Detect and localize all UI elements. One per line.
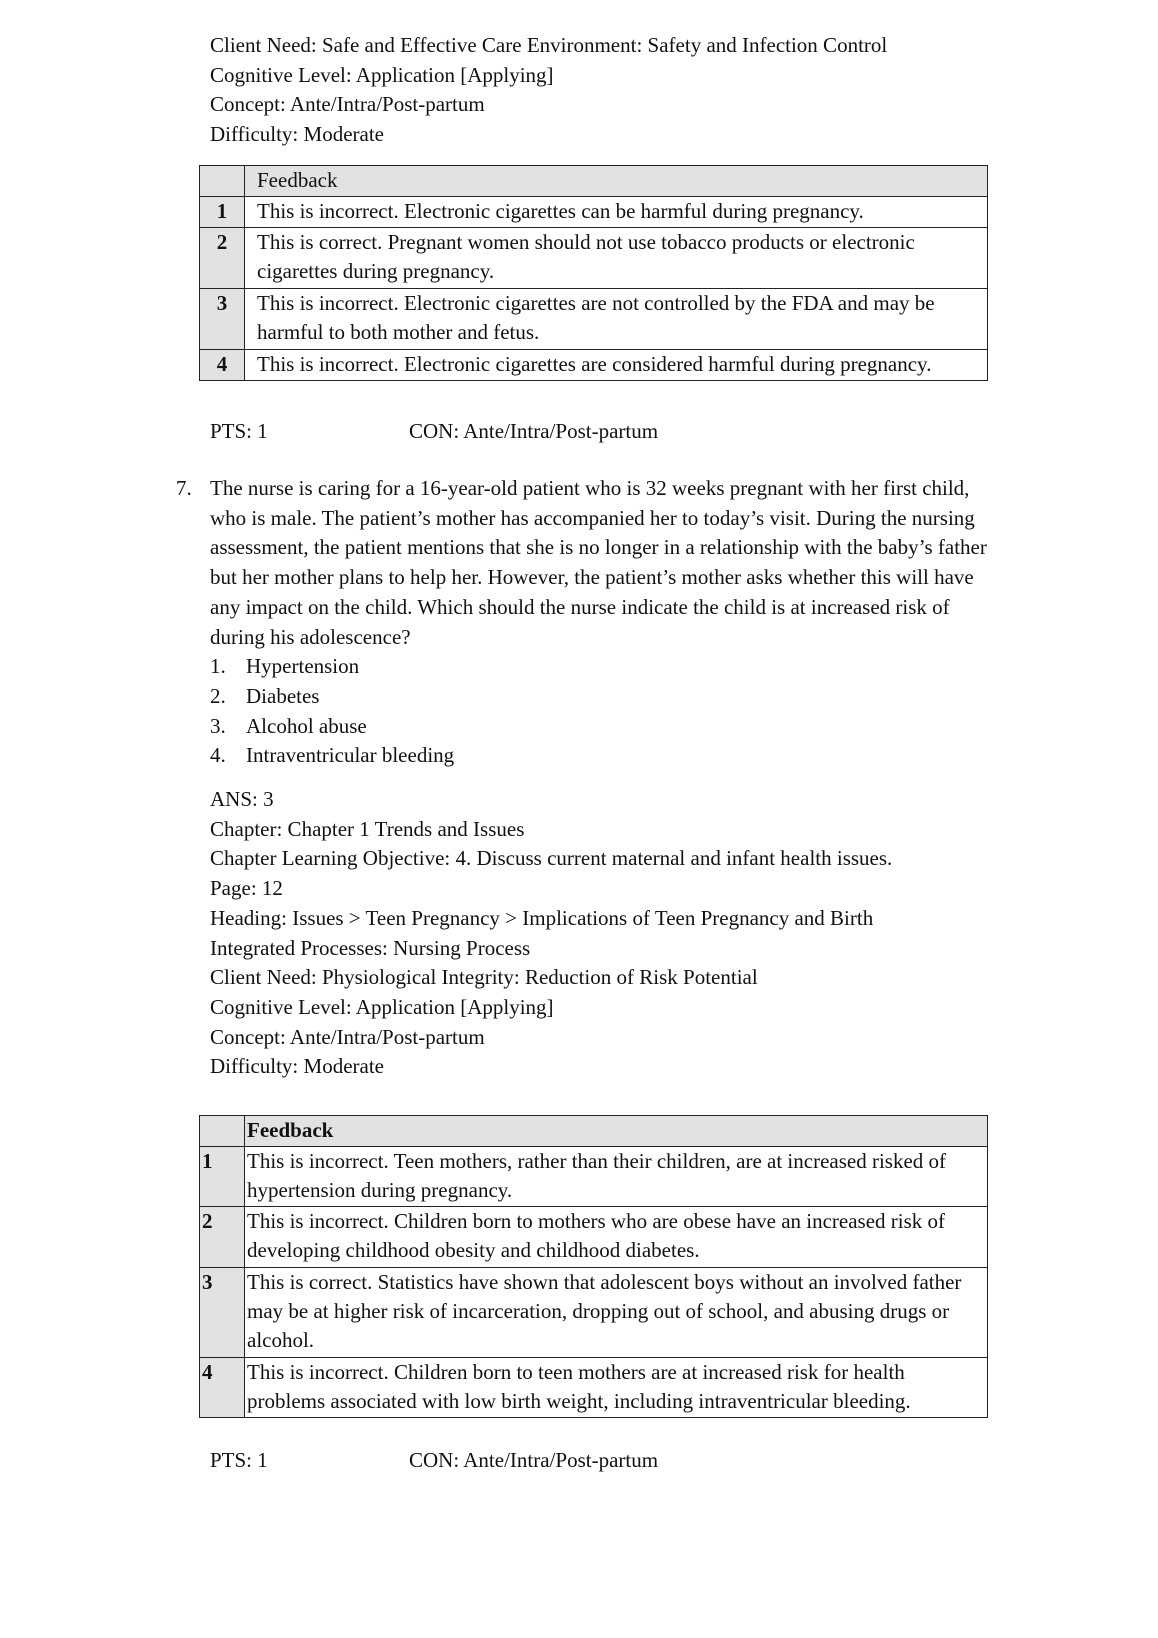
table-row — [200, 1147, 988, 1207]
question-number: 7. — [176, 476, 192, 500]
feedback-text: This is correct. Statistics have shown that adolescent boys without an involved father may be at higher risk of incarceration, dropping out of school, and abusing drugs or alcohol. — [245, 1268, 988, 1358]
feedback-text: This is incorrect. Teen mothers, rather than their children, are at increased risked of hypertension during pregnancy. — [245, 1147, 988, 1207]
table-row — [200, 228, 988, 289]
feedback-table-2 — [199, 1115, 988, 1418]
question-stem: who is male. The patient’s mother has accompanied her to today’s visit. During the nursing — [210, 505, 975, 530]
feedback-text: This is incorrect. Children born to teen mothers are at increased risk for health problems associated with low birth weight, including intraventricular bleeding. — [245, 1358, 988, 1418]
question-stem: any impact on the child. Which should the nurse indicate the child is at increased risk of — [210, 594, 950, 619]
row-number: 2 — [200, 228, 245, 289]
points: PTS: 1 — [210, 1448, 268, 1472]
table-row — [200, 289, 988, 350]
question-stem: during his adolescence? — [210, 624, 411, 649]
previous-question-metadata — [210, 31, 887, 150]
chapter: Chapter: Chapter 1 Trends and Issues — [210, 816, 525, 841]
table-row — [200, 1358, 988, 1418]
feedback-text: This is incorrect. Electronic cigarettes are not controlled by the FDA and may be harmful to both mother and fetus. — [245, 289, 988, 350]
answer-metadata — [210, 785, 892, 1082]
row-number: 1 — [200, 1147, 245, 1207]
table-row — [200, 197, 988, 228]
option: 1. Hypertension — [210, 654, 360, 679]
row-number: 4 — [200, 1358, 245, 1418]
feedback-header: Feedback — [245, 166, 988, 197]
feedback-table-1 — [199, 165, 988, 381]
difficulty: Difficulty: Moderate — [210, 122, 384, 147]
answer: ANS: 3 — [210, 787, 274, 811]
feedback-text: This is correct. Pregnant women should not use tobacco products or electronic cigarettes during pregnancy. — [245, 228, 988, 289]
cognitive-level: Cognitive Level: Application [Applying] — [210, 62, 554, 87]
feedback-header: Feedback — [245, 1116, 988, 1147]
points: PTS: 1 — [210, 419, 268, 443]
option: 4. Intraventricular bleeding — [210, 743, 455, 768]
feedback-text: This is incorrect. Electronic cigarettes are considered harmful during pregnancy. — [245, 350, 988, 381]
option: 3. Alcohol abuse — [210, 713, 367, 738]
row-number — [200, 1116, 245, 1147]
client-need: Client Need: Physiological Integrity: Reduction of Risk Potential — [210, 965, 758, 990]
client-need: Client Need: Safe and Effective Care Environment: Safety and Infection Control — [210, 33, 888, 57]
row-number: 1 — [200, 197, 245, 228]
concept-tag: CON: Ante/Intra/Post-partum — [409, 419, 659, 443]
learning-objective: Chapter Learning Objective: 4. Discuss current maternal and infant health issues. — [210, 846, 893, 871]
row-number: 2 — [200, 1207, 245, 1268]
feedback-text: This is incorrect. Children born to mothers who are obese have an increased risk of developing childhood obesity and childhood diabetes. — [245, 1207, 988, 1268]
row-number: 4 — [200, 350, 245, 381]
table-row — [200, 1207, 988, 1268]
page-ref: Page: 12 — [210, 876, 283, 901]
row-number: 3 — [200, 1268, 245, 1358]
concept: Concept: Ante/Intra/Post-partum — [210, 1024, 485, 1049]
table-row — [200, 1268, 988, 1358]
concept: Concept: Ante/Intra/Post-partum — [210, 92, 485, 117]
feedback-text: This is incorrect. Electronic cigarettes can be harmful during pregnancy. — [245, 197, 988, 228]
difficulty: Difficulty: Moderate — [210, 1054, 384, 1079]
points-line-1 — [210, 416, 659, 446]
heading: Heading: Issues > Teen Pregnancy > Implications of Teen Pregnancy and Birth — [210, 905, 874, 930]
row-number: 3 — [200, 289, 245, 350]
question-stem: but her mother plans to help her. However, the patient’s mother asks whether this will have — [210, 565, 974, 590]
question-stem: The nurse is caring for a 16-year-old patient who is 32 weeks pregnant with her first child, — [210, 476, 970, 500]
integrated-processes: Integrated Processes: Nursing Process — [210, 935, 531, 960]
cognitive-level: Cognitive Level: Application [Applying] — [210, 994, 554, 1019]
table-row — [200, 350, 988, 381]
option: 2. Diabetes — [210, 683, 320, 708]
concept-tag: CON: Ante/Intra/Post-partum — [409, 1448, 659, 1472]
row-number — [200, 166, 245, 197]
question-stem: assessment, the patient mentions that she is no longer in a relationship with the baby’s father — [210, 535, 987, 560]
points-line-2 — [210, 1445, 659, 1475]
